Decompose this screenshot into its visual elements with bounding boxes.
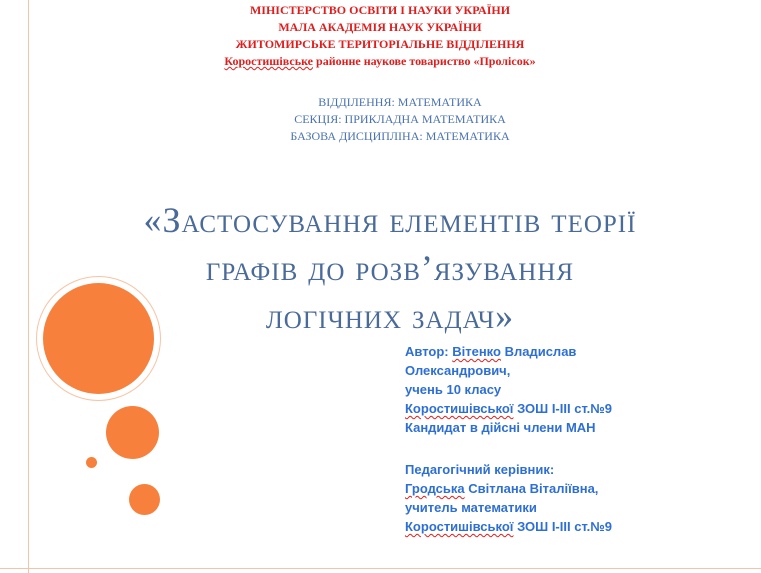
decorative-line-horizontal — [0, 568, 761, 569]
section-department: ВІДДІЛЕННЯ: МАТЕМАТИКА — [318, 95, 482, 109]
author-status: Кандидат в дійсні члени МАН — [405, 420, 596, 435]
author-label: Автор: — [405, 344, 453, 359]
mentor-name-line — [405, 479, 705, 498]
mentor-position: учитель математики — [405, 500, 537, 515]
title-line-3: логічних задач» — [265, 296, 515, 336]
author-school-name: ЗОШ І-ІІІ ст.№9 — [513, 401, 613, 416]
mentor-school — [405, 517, 705, 536]
author-grade: учень 10 класу — [405, 382, 502, 397]
decorative-circle-medium — [106, 406, 159, 459]
header-line-branch: ЖИТОМИРСЬКЕ ТЕРИТОРІАЛЬНЕ ВІДДІЛЕННЯ — [235, 37, 525, 51]
slide-title — [130, 196, 650, 340]
mentor-school-name: ЗОШ І-ІІІ ст.№9 — [513, 519, 613, 534]
author-name-line — [405, 342, 705, 361]
title-line-2: графів до розв’язування — [205, 248, 575, 288]
decorative-line-vertical — [28, 0, 29, 573]
section-section: СЕКЦІЯ: ПРИКЛАДНА МАТЕМАТИКА — [294, 112, 506, 126]
institution-header — [170, 2, 590, 70]
author-surname: Вітенко — [452, 344, 501, 359]
mentor-first-name: Світлана Віталіївна, — [464, 481, 599, 496]
mentor-block — [405, 460, 705, 536]
decorative-circle-tiny — [86, 457, 97, 468]
decorative-circle-small — [129, 484, 160, 515]
section-discipline: БАЗОВА ДИСЦИПЛІНА: МАТЕМАТИКА — [290, 129, 510, 143]
author-school — [405, 399, 705, 418]
header-line-ministry: МІНІСТЕРСТВО ОСВІТИ І НАУКИ УКРАЇНИ — [249, 3, 511, 17]
author-first-name: Владислав — [500, 344, 577, 359]
author-block — [405, 342, 705, 437]
mentor-label: Педагогічний керівник: — [405, 462, 555, 477]
section-info — [240, 94, 560, 145]
author-patronymic: Олександрович, — [405, 363, 511, 378]
header-line-society — [170, 53, 590, 70]
header-town: Коростишівське — [224, 54, 314, 68]
title-line-1: «Застосування елементів теорії — [143, 200, 637, 240]
mentor-surname: Гродська — [405, 481, 465, 496]
author-school-town: Коростишівської — [405, 401, 514, 416]
header-line-academy: МАЛА АКАДЕМІЯ НАУК УКРАЇНИ — [278, 20, 482, 34]
mentor-school-town: Коростишівської — [405, 519, 514, 534]
header-society-name: районне наукове товариство «Пролісок» — [313, 54, 536, 68]
